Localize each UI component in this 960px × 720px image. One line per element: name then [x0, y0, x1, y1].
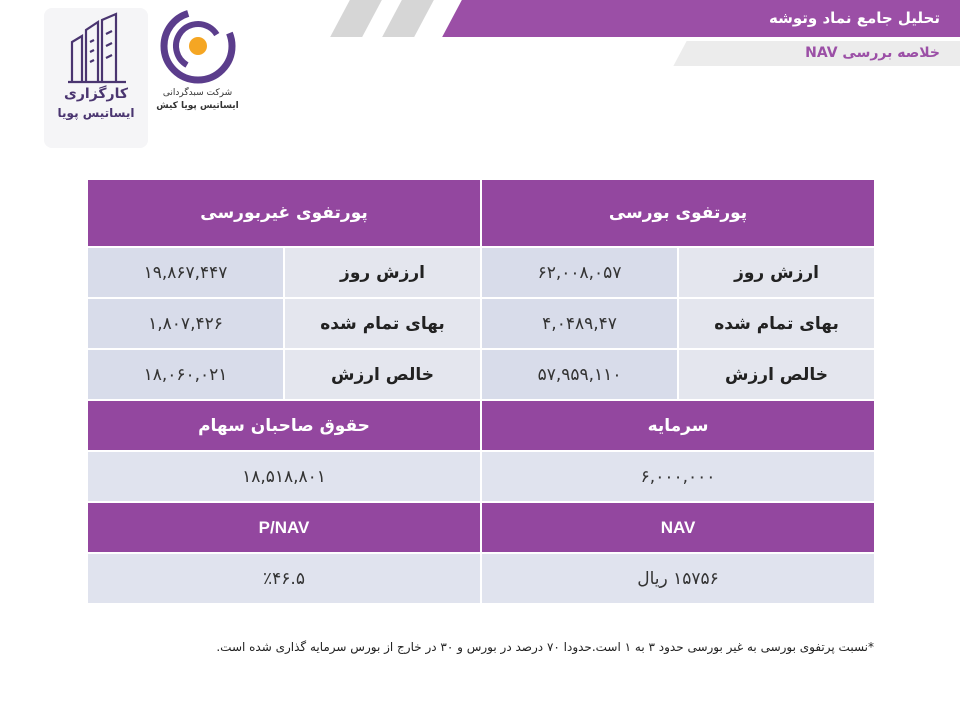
- bourse-net-value-label: خالص ارزش: [678, 349, 875, 400]
- nonbourse-cost: ۱,۸۰۷,۴۲۶: [87, 298, 284, 349]
- shareholders-equity-value: ۱۸,۵۱۸,۸۰۱: [87, 451, 481, 502]
- bourse-net-value: ۵۷,۹۵۹,۱۱۰: [481, 349, 678, 400]
- fund-name-line1: شرکت سبدگردانی: [162, 88, 233, 98]
- buildings-icon: [66, 12, 128, 84]
- header-capital: سرمایه: [481, 400, 875, 451]
- header-decor-stripe: [330, 0, 382, 37]
- bourse-cost-label: بهای تمام شده: [678, 298, 875, 349]
- capital-value: ۶,۰۰۰,۰۰۰: [481, 451, 875, 502]
- nonbourse-cost-label: بهای تمام شده: [284, 298, 481, 349]
- p-nav-value: ٪۴۶.۵: [87, 553, 481, 604]
- nonbourse-net-value: ۱۸,۰۶۰,۰۲۱: [87, 349, 284, 400]
- bourse-market-value: ۶۲,۰۰۸,۰۵۷: [481, 247, 678, 298]
- fund-name-line2: ایساتیس پویا کیش: [156, 101, 239, 111]
- page-title: تحلیل جامع نماد وتوشه: [769, 9, 940, 27]
- broker-logo: [44, 8, 148, 148]
- header-nav: NAV: [481, 502, 875, 553]
- table-row: [87, 451, 875, 502]
- broker-name-line1: کارگزاری: [64, 86, 128, 102]
- footnote: *نسبت پرتفوی بورسی به غیر بورسی حدود ۳ به ۱ است.حدودا ۷۰ درصد در بورس و ۳۰ در خارج از بورس سرمایه گذاری شده است.: [216, 640, 874, 654]
- broker-name-line2: ایساتیس پویا: [57, 106, 135, 120]
- fund-company-logo: [150, 6, 245, 118]
- nav-summary-table: [86, 178, 876, 605]
- swirl-logo-icon: [160, 6, 236, 86]
- header-nonbourse-portfolio: پورتفوی غیربورسی: [87, 179, 481, 247]
- page-subtitle: خلاصه بررسی NAV: [805, 45, 940, 61]
- nonbourse-market-value: ۱۹,۸۶۷,۴۴۷: [87, 247, 284, 298]
- header-decor-stripe: [382, 0, 434, 37]
- table-row: [87, 553, 875, 604]
- nonbourse-market-value-label: ارزش روز: [284, 247, 481, 298]
- bourse-cost: ۴,۰۴۸۹,۴۷: [481, 298, 678, 349]
- nav-value: ۱۵۷۵۶ ریال: [481, 553, 875, 604]
- bourse-market-value-label: ارزش روز: [678, 247, 875, 298]
- table-row: [87, 247, 875, 298]
- nonbourse-net-value-label: خالص ارزش: [284, 349, 481, 400]
- header-bourse-portfolio: پورتفوی بورسی: [481, 179, 875, 247]
- header-shareholders-equity: حقوق صاحبان سهام: [87, 400, 481, 451]
- header-p-nav: P/NAV: [87, 502, 481, 553]
- table-row: [87, 298, 875, 349]
- table-row: [87, 349, 875, 400]
